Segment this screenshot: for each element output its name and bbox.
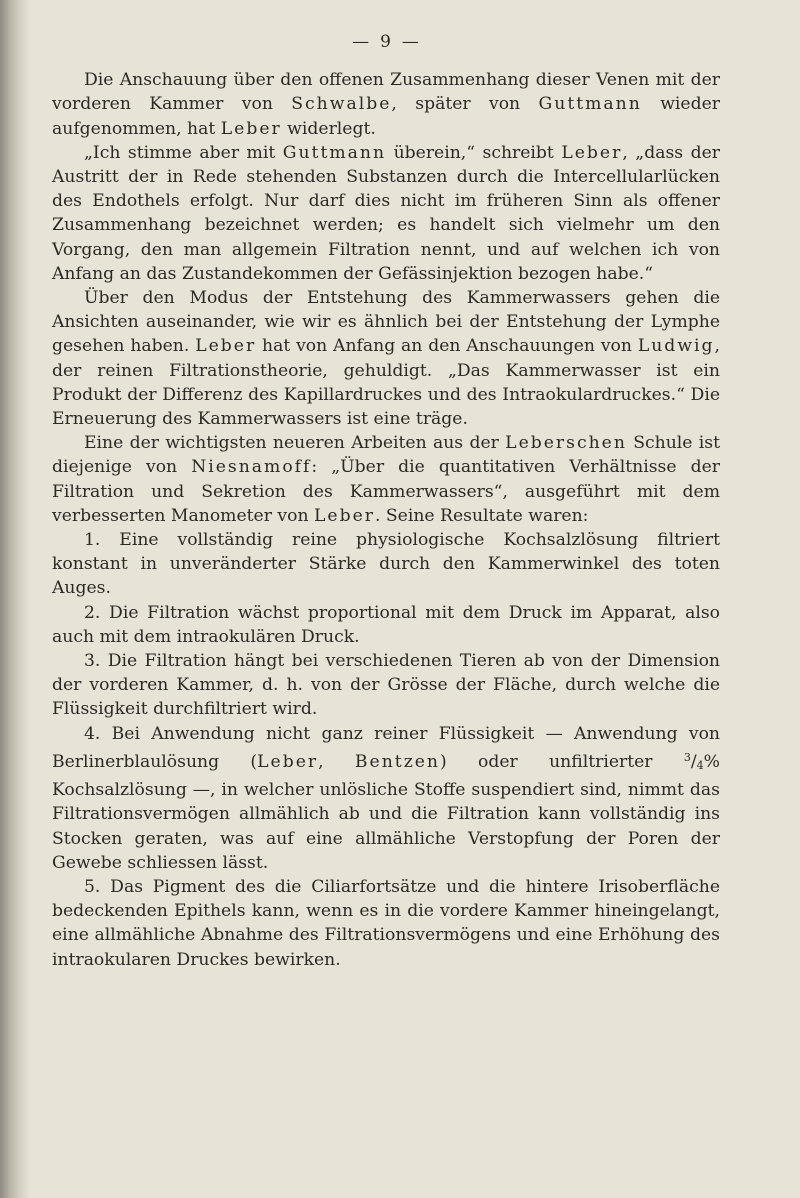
document-page xyxy=(52,30,720,972)
result-item-3: 3. Die Filtration hängt bei verschiedenen Tieren ab von der Dimension der vorderen Kammer, d. h. von der Grösse der Fläche, durch welche die Flüssigkeit durchfiltriert wird. xyxy=(52,651,720,720)
result-item-2: 2. Die Filtration wächst proportional mit dem Druck im Apparat, also auch mit dem intraokulären Druck. xyxy=(52,602,720,647)
result-item-5: 5. Das Pigment des die Ciliarfortsätze und die hintere Irisoberfläche bedeckenden Epithels kann, wenn es in die vordere Kammer hineingelangt, eine allmähliche Abnahme des Filtrationsvermögens und eine Erhöhung des intraokularen Druckes bewirken. xyxy=(52,876,720,970)
paragraph-2: „Ich stimme aber mit Guttmann überein,“ schreibt Leber, „dass der Austritt der in Rede stehenden Substanzen durch die Intercellularlücken des Endothels erfolgt. Nur darf dies nicht im früheren Sinn als offener Zusammenhang bezeichnet werden; es handelt sich vielmehr um den Vorgang, den man allgemein Filtration nennt, und auf welchen ich von Anfang an das Zustandekommen der Gefässinjektion bezogen habe.“ xyxy=(52,142,720,284)
book-spine-shadow xyxy=(0,0,30,1198)
page-number: — 9 — xyxy=(352,32,420,52)
paragraph-1: Die Anschauung über den offenen Zusammenhang dieser Venen mit der vorderen Kammer von Schwalbe, später von Guttmann wieder aufgenommen, hat Leber widerlegt. xyxy=(52,70,720,139)
result-item-1: 1. Eine vollständig reine physiologische Kochsalzlösung filtriert konstant in unveränderter Stärke durch den Kammerwinkel des toten Auges. xyxy=(52,530,720,599)
paragraph-4: Eine der wichtigsten neueren Arbeiten aus der Leberschen Schule ist diejenige von Niesnamoff: „Über die quantitativen Verhältnisse der Filtration und Sekretion des Kammerwassers“, ausgeführt mit dem verbesserten Manometer von Leber. Seine Resultate waren: xyxy=(52,433,720,526)
result-item-4: 4. Bei Anwendung nicht ganz reiner Flüssigkeit — Anwendung von Berlinerblaulösung (Leber, Bentzen) oder unfiltrierter $^3$/4% Kochsalzlösung —, in welcher unlösliche Stoffe suspendiert sind, nimmt das Filtrationsvermögen allmählich ab und die Filtration kann vollständig ins Stocken geraten, was auf eine allmähliche Verstopfung der Poren der Gewebe schliessen lässt. xyxy=(52,723,720,873)
paragraph-3: Über den Modus der Entstehung des Kammerwassers gehen die Ansichten auseinander, wie wir es ähnlich bei der Entstehung der Lymphe gesehen haben. Leber hat von Anfang an den Anschauungen von Ludwig, der reinen Filtrationstheorie, gehuldigt. „Das Kammerwasser ist ein Produkt der Differenz des Kapillardruckes und des Intraokulardruckes.“ Die Erneuerung des Kammerwassers ist eine träge. xyxy=(52,288,720,430)
